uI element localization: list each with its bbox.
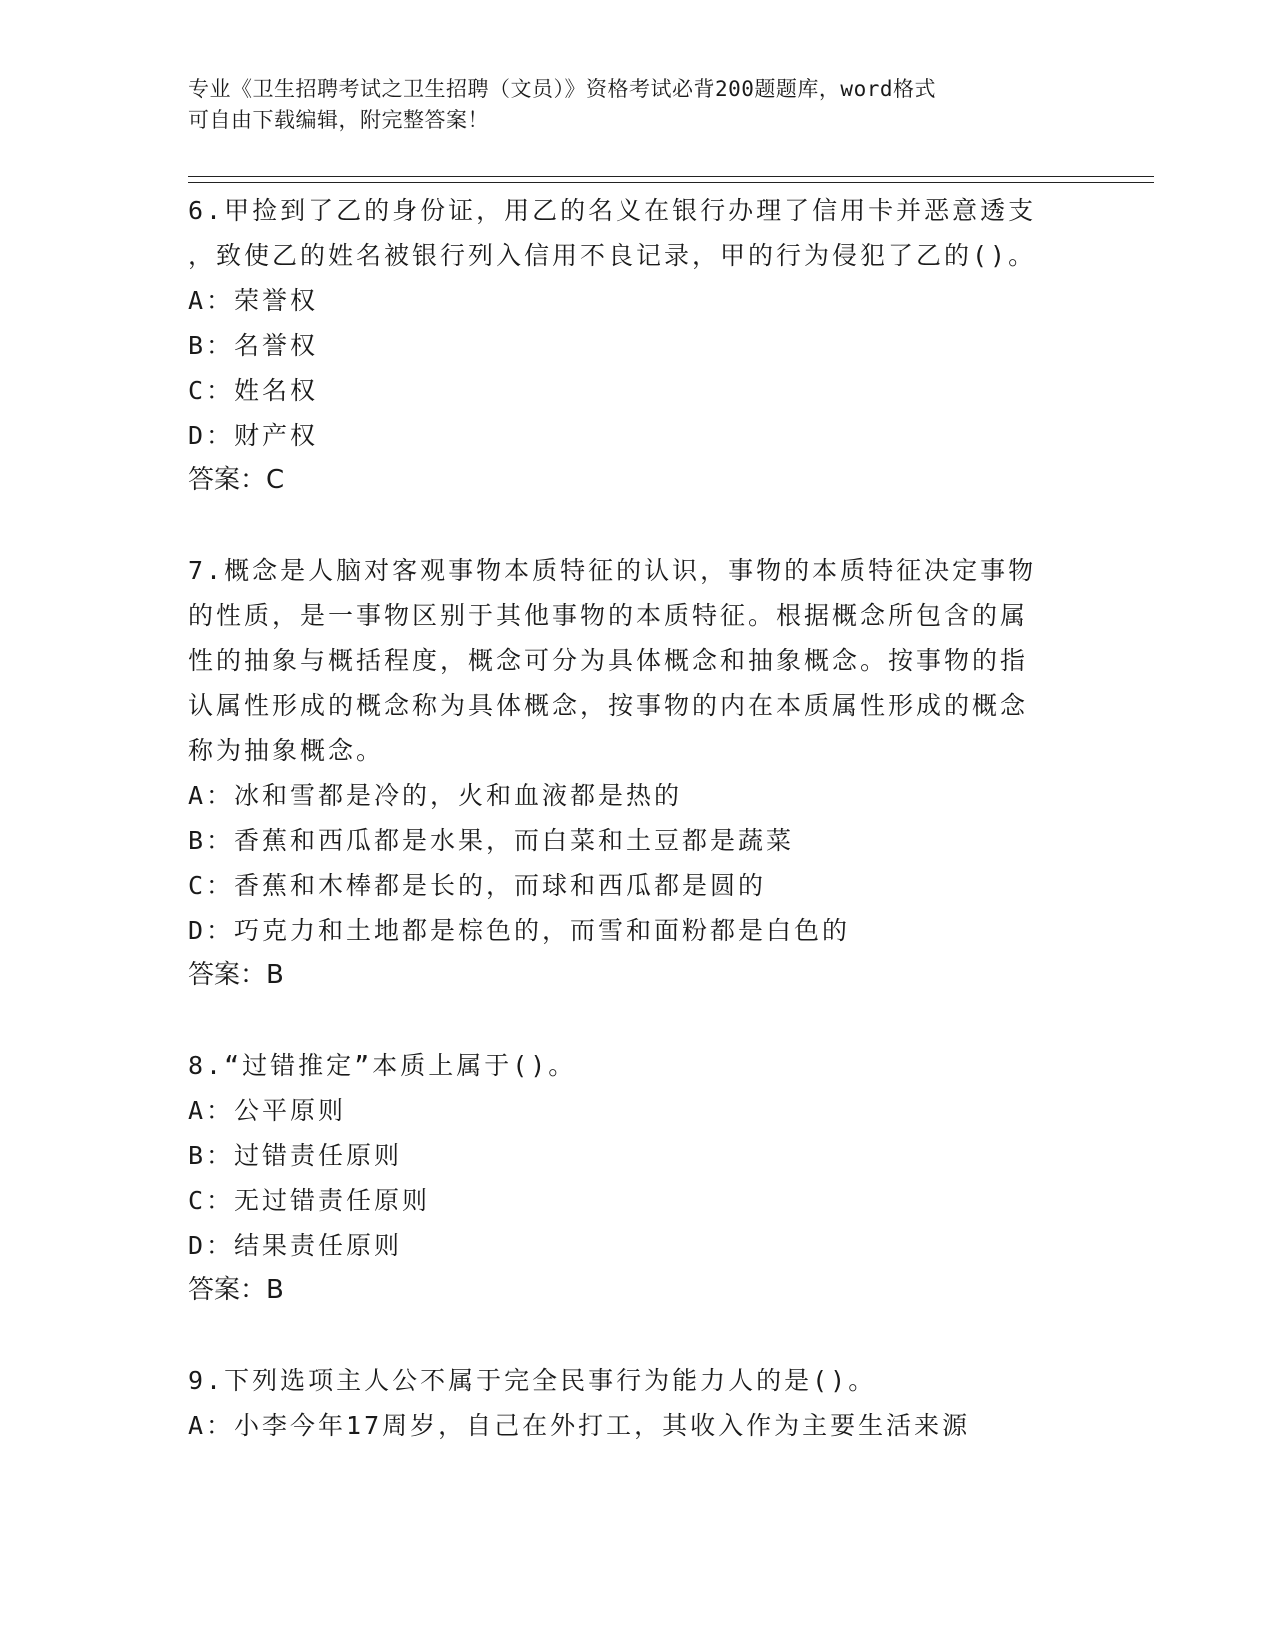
option-b: B：名誉权 bbox=[188, 331, 319, 360]
header-divider-top bbox=[188, 176, 1154, 177]
question-list bbox=[188, 188, 1068, 1493]
question-stem-line: 认属性形成的概念称为具体概念，按事物的内在本质属性形成的概念 bbox=[188, 691, 1029, 720]
question-stem-line: 7.概念是人脑对客观事物本质特征的认识，事物的本质特征决定事物 bbox=[188, 556, 1037, 585]
option-d: D：结果责任原则 bbox=[188, 1231, 403, 1260]
question-stem-line: 8.“过错推定”本质上属于()。 bbox=[188, 1051, 577, 1080]
option-a: A：冰和雪都是冷的，火和血液都是热的 bbox=[188, 781, 683, 810]
question-9 bbox=[188, 1358, 1068, 1448]
question-stem-line: 称为抽象概念。 bbox=[188, 736, 385, 765]
question-stem-line: 性的抽象与概括程度，概念可分为具体概念和抽象概念。按事物的指 bbox=[188, 646, 1029, 675]
option-d: D：巧克力和土地都是棕色的，而雪和面粉都是白色的 bbox=[188, 916, 851, 945]
option-c: C：无过错责任原则 bbox=[188, 1186, 431, 1215]
answer-label: 答案：C bbox=[188, 465, 285, 495]
option-a: A：公平原则 bbox=[188, 1096, 347, 1125]
option-a: A：小李今年17周岁，自己在外打工，其收入作为主要生活来源 bbox=[188, 1411, 971, 1440]
question-stem-line: ，致使乙的姓名被银行列入信用不良记录，甲的行为侵犯了乙的()。 bbox=[188, 241, 1037, 270]
question-6 bbox=[188, 188, 1068, 503]
option-c: C：姓名权 bbox=[188, 376, 319, 405]
question-stem-line: 6.甲捡到了乙的身份证，用乙的名义在银行办理了信用卡并恶意透支 bbox=[188, 196, 1037, 225]
question-stem-line: 9.下列选项主人公不属于完全民事行为能力人的是()。 bbox=[188, 1366, 877, 1395]
option-b: B：过错责任原则 bbox=[188, 1141, 403, 1170]
document-header bbox=[188, 74, 1088, 136]
header-line-1: 专业《卫生招聘考试之卫生招聘（文员）》资格考试必背200题题库，word格式 bbox=[188, 77, 936, 101]
option-a: A：荣誉权 bbox=[188, 286, 319, 315]
question-8 bbox=[188, 1043, 1068, 1313]
option-b: B：香蕉和西瓜都是水果，而白菜和土豆都是蔬菜 bbox=[188, 826, 795, 855]
question-stem-line: 的性质，是一事物区别于其他事物的本质特征。根据概念所包含的属 bbox=[188, 601, 1029, 630]
header-line-2: 可自由下载编辑，附完整答案！ bbox=[188, 108, 489, 132]
header-divider-bottom bbox=[188, 182, 1154, 183]
option-c: C：香蕉和木棒都是长的，而球和西瓜都是圆的 bbox=[188, 871, 767, 900]
answer-label: 答案：B bbox=[188, 1275, 284, 1305]
answer-label: 答案：B bbox=[188, 960, 284, 990]
option-d: D：财产权 bbox=[188, 421, 319, 450]
question-7 bbox=[188, 548, 1068, 998]
